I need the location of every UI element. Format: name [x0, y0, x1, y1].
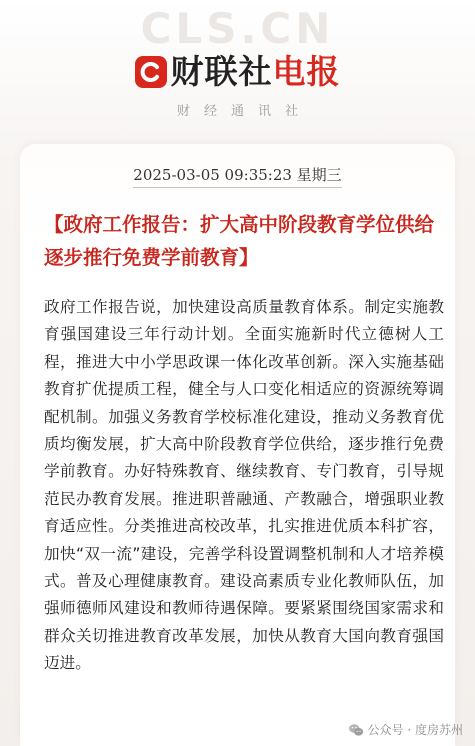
article-headline: 【政府工作报告：扩大高中阶段教育学位供给 逐步推行免费学前教育】: [44, 213, 435, 269]
wechat-icon: [348, 722, 364, 738]
brand-accent: 电报: [272, 52, 341, 91]
article-body: 政府工作报告说，加快建设高质量教育体系。制定实施教育强国建设三年行动计划。全面实施新时代立德树人工程，推进大中小学思政课一体化改革创新。深入实施基础教育扩优提质工程，健全与人口变化相适应的资源统筹调配机制。加强义务教育学校标准化建设，推动义务教育优质均衡发展，扩大高中阶段教育学位供给，逐步推行免费学前教育。办好特殊教育、继续教育、专门教育，引导规范民办教育发展。推进职普融通、产教融合，增强职业教育适应性。分类推进高校改革，扎实推进优质本科扩容，加快“双一流”建设，完善学科设置调整机制和人才培养模式。普及心理健康教育。建设高素质专业化教师队伍，加强师德师风建设和教师待遇保障。要紧紧围绕国家需求和群众关切推进教育改革发展，加快从教育大国向教育强国迈进。: [44, 298, 444, 673]
source-tag[interactable]: [348, 721, 463, 738]
brand-header: [0, 50, 475, 94]
brand-logo-icon: [135, 56, 167, 88]
brand-name: 财联社: [170, 52, 273, 91]
source-label: 公众号 · 度房苏州: [367, 723, 463, 737]
watermark-text: CLS.CN: [140, 4, 335, 53]
article-datetime: [0, 164, 475, 185]
brand-subtitle: 财经通讯社: [176, 104, 312, 119]
datetime-text: 2025-03-05 09:35:23 星期三: [133, 166, 341, 188]
